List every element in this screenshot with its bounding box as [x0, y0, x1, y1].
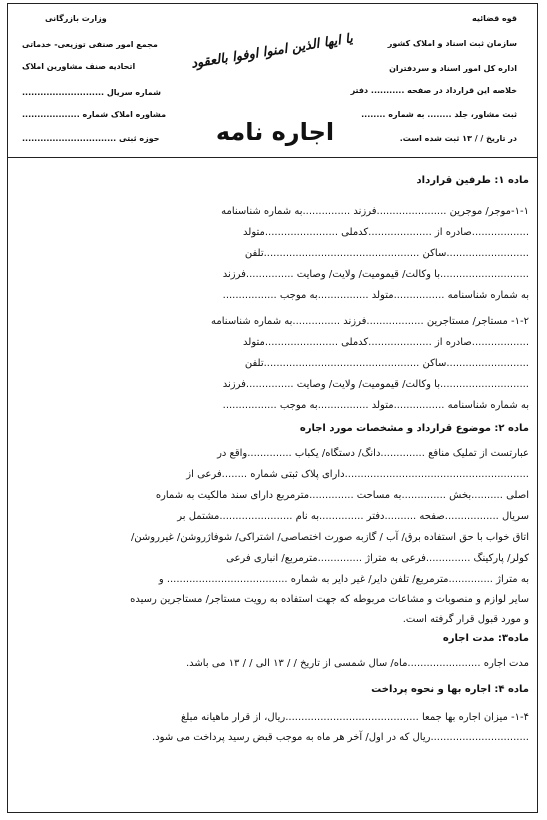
lessee-line-1: ۱-۲- مستاجر/ مستاجرین ..................فرزند ...............به شماره شناسنامه	[211, 316, 529, 327]
registration-volume-field: ثبت مشاور، جلد ........ به شماره ........	[361, 110, 517, 119]
agency-number-field: مشاوره املاک شماره ...................	[22, 110, 167, 119]
registry-zone-field: حوزه ثبتی ...............................	[22, 134, 160, 143]
lessor-line-4: ............................با وکالت/ قیمومیت/ ولایت/ وصایت ...............فرزند	[222, 269, 529, 280]
subject-line-2: ..........................................................دارای پلاک ثبتی شماره ........فرعی از	[186, 469, 529, 480]
lessor-line-3: ..........................ساکن .................................................تلفن	[244, 248, 529, 259]
realtors-union-label: اتحادیه صنف مشاورین املاک	[22, 62, 136, 71]
article-3-title: ماده۳: مدت اجاره	[442, 633, 529, 644]
lessee-line-2: ..................صادره از ....................کدملی .......................متولد	[243, 337, 529, 348]
article-4-title: ماده ۴: اجاره بها و نحوه پرداخت	[371, 684, 529, 695]
registration-date-field: در تاریخ / / ۱۳ ثبت شده است.	[399, 134, 517, 143]
lessee-line-3: ..........................ساکن .................................................تلفن	[244, 358, 529, 369]
registration-org-label: سازمان ثبت اسناد و املاک کشور	[387, 39, 517, 48]
judiciary-label: قوه قضائیه	[471, 14, 517, 23]
document-title: اجاره نامه	[215, 118, 335, 146]
subject-line-8: سایر لوازم و منصوبات و مشاعات مربوطه که جهت استفاده به رویت مستاجر/ مستاجرین رسیده	[130, 594, 529, 605]
serial-number-field: شماره سریال ...........................	[22, 88, 161, 97]
lease-term-line: مدت اجاره .......................ماه/ سال شمسی از تاریخ / / ۱۳ الی / / ۱۳ می باشد.	[186, 658, 529, 669]
article-1-title: ماده ۱: طرفین قرارداد	[416, 175, 529, 186]
quran-verse-motto: یا ایها الذین امنوا اوفوا بالعقود	[190, 31, 354, 72]
lessor-line-5: به شماره شناسنامه ................متولد ................به موجب .................	[222, 290, 529, 301]
guild-assembly-label: مجمع امور صنفی توزیعی- خدماتی	[22, 40, 158, 49]
article-2-title: ماده ۲: موضوع قرارداد و مشخصات مورد اجاره	[299, 423, 529, 434]
lessor-line-2: ..................صادره از ....................کدملی .......................متولد	[243, 227, 529, 238]
subject-line-5: اتاق خواب با حق استفاده برق/ آب / گازبه صورت اختصاصی/ اشتراکی/ شوفاژروشن/ غیرروشن/	[130, 532, 529, 543]
ministry-label: وزارت بازرگانی	[45, 14, 107, 23]
lessee-line-4: ............................با وکالت/ قیمومیت/ ولایت/ وصایت ...............فرزند	[222, 379, 529, 390]
lessee-line-5: به شماره شناسنامه ................متولد ................به موجب .................	[222, 400, 529, 411]
summary-page-field: خلاصه این قرارداد در صفحه ........... دفتر	[350, 86, 517, 95]
rent-line-1: ۱-۴- میزان اجاره بها جمعا ..........................................ریال، از قرار ماهیانه مبلغ	[180, 712, 529, 723]
subject-line-4: سریال .................صفحه ..........دفتر ..............به نام .......................مشتمل بر	[177, 511, 529, 522]
subject-line-3: اصلی ..........بخش ..............به مساحت ..............مترمربع دارای سند مالکیت به شماره	[155, 490, 529, 501]
subject-line-9: و مورد قبول قرار گرفته است.	[402, 614, 529, 625]
subject-line-7: به متراژ ..............مترمربع/ تلفن دایر/ غیر دایر به شماره ...................................... و	[158, 574, 529, 585]
rent-line-2: ...............................ریال که در اول/ آخر هر ماه به موجب قبض رسید پرداخت می شود.	[152, 732, 529, 743]
subject-line-1: عبارتست از تملیک منافع ..............دانگ/ دستگاه/ یکباب ..............واقع در	[217, 448, 529, 459]
deeds-dept-label: اداره کل امور اسناد و سردفتران	[389, 64, 517, 73]
lessor-line-1: ۱-۱-موجر/ موجرین ......................فرزند ...............به شماره شناسنامه	[221, 206, 529, 217]
subject-line-6: کولر/ پارکینگ ..............فرعی به متراژ ..............مترمربع/ انباری فرعی	[226, 553, 529, 564]
